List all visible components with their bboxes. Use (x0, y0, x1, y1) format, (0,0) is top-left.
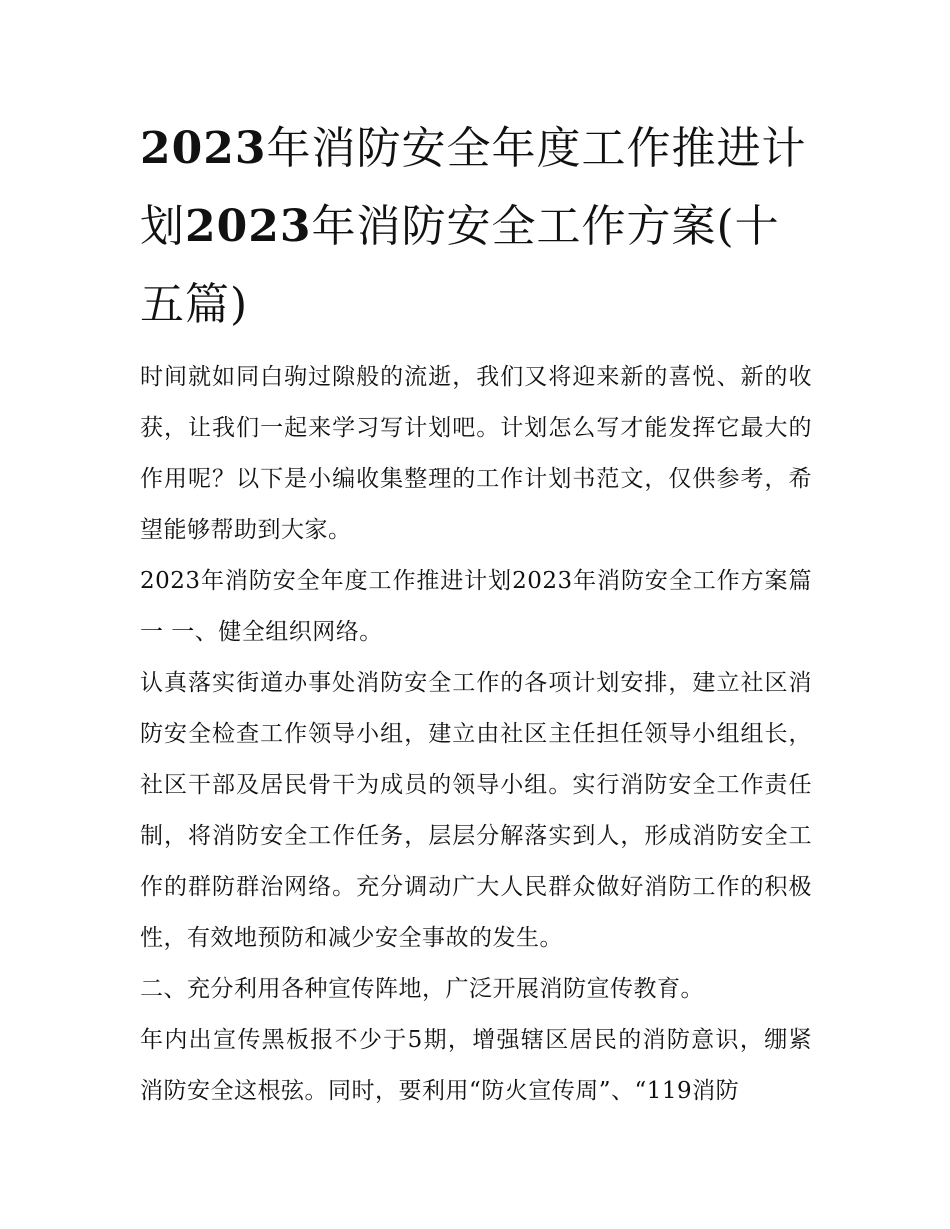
title-text-1: 年消防安全年度工作推进计划 (140, 123, 807, 252)
document-title (140, 110, 812, 344)
intro-paragraph: 时间就如同白驹过隙般的流逝，我们又将迎来新的喜悦、新的收获，让我们一起来学习写计划吧。计划怎么写才能发挥它最大的作用呢？以下是小编收集整理的工作计划书范文，仅供参考，希望能够帮助到大家。 (140, 364, 812, 543)
document-body (140, 110, 812, 1117)
section-heading-paragraph: 2023年消防安全年度工作推进计划2023年消防安全工作方案篇一 一、健全组织网络。 (140, 568, 812, 645)
publicity-paragraph: 年内出宣传黑板报不少于5期，增强辖区居民的消防意识，绷紧消防安全这根弦。同时，要利用“防火宣传周”、“119消防 (140, 1027, 812, 1104)
organization-paragraph: 认真落实街道办事处消防安全工作的各项计划安排，建立社区消防安全检查工作领导小组，建立由社区主任担任领导小组组长，社区干部及居民骨干为成员的领导小组。实行消防安全工作责任制，将消防安全工作任务，层层分解落实到人，形成消防安全工作的群防群治网络。充分调动广大人民群众做好消防工作的积极性，有效地预防和减少安全事故的发生。 (140, 670, 812, 951)
title-year-2: 2023 (185, 201, 312, 252)
publicity-heading: 二、充分利用各种宣传阵地，广泛开展消防宣传教育。 (140, 976, 704, 1002)
title-year-1: 2023 (140, 123, 267, 174)
title-text-2: 年消防安全工作方案(十五篇) (140, 201, 780, 330)
